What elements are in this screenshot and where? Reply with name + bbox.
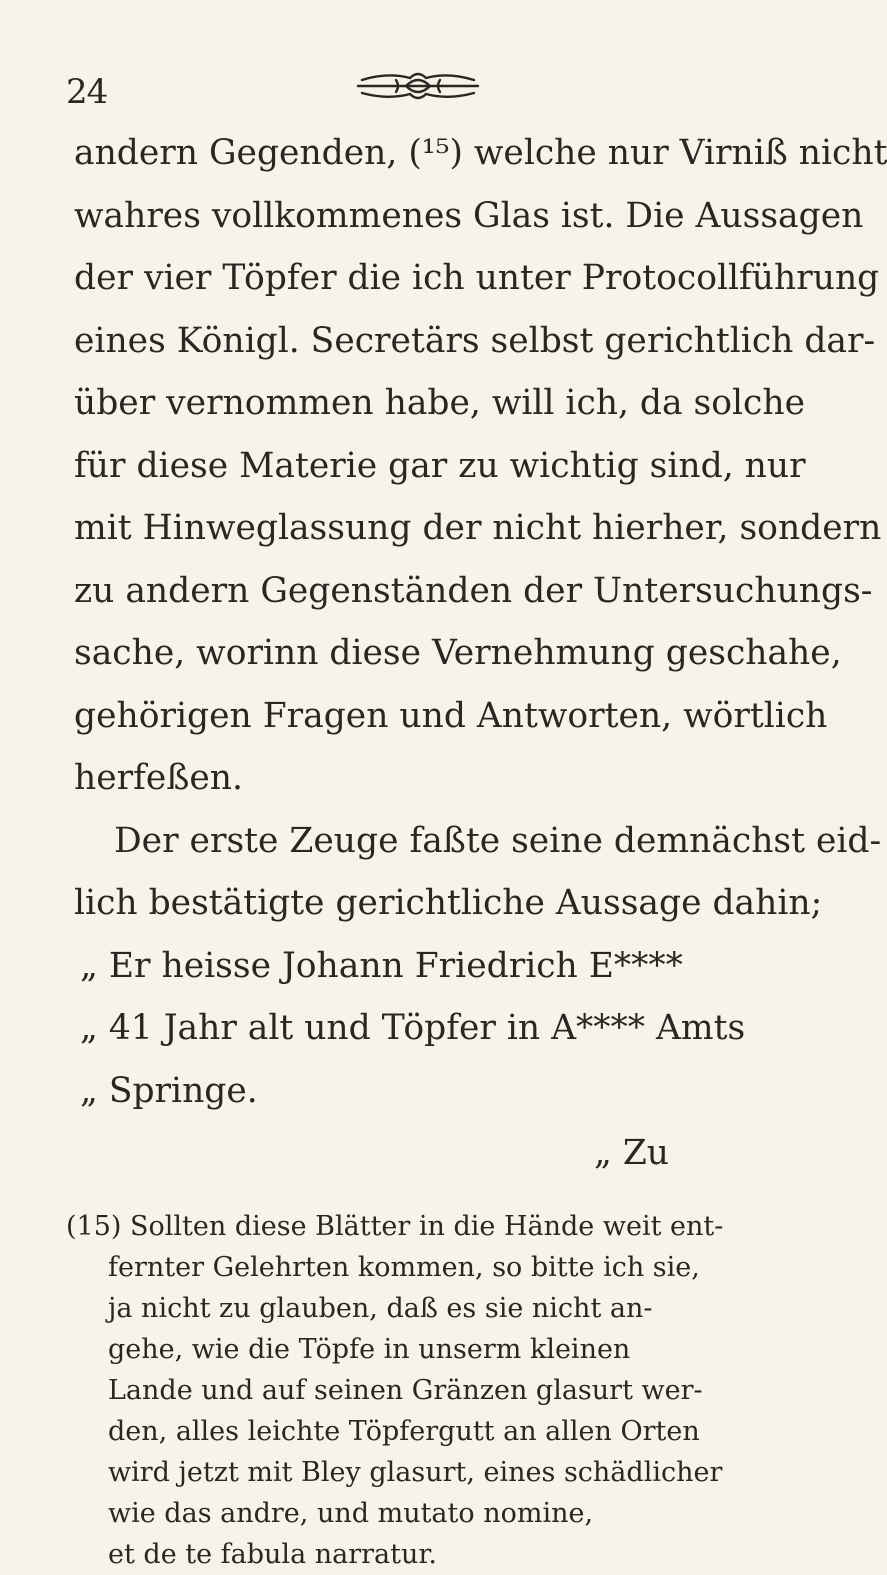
footnote-line: fernter Gelehrten kommen, so bitte ich sie, xyxy=(108,1252,700,1283)
text-line: herfeßen. xyxy=(74,758,243,798)
text-line: wahres vollkommenes Glas ist. Die Aussagen xyxy=(74,195,864,236)
quote-line: „ 41 Jahr alt und Töpfer in A**** Amts xyxy=(80,1008,746,1048)
quote-line: „ Springe. xyxy=(80,1070,258,1111)
catchword: „ Zu xyxy=(594,1133,670,1173)
footnote-line: den, alles leichte Töpfergutt an allen Orten xyxy=(108,1416,700,1447)
footnote-line: wie das andre, und mutato nomine, xyxy=(108,1498,594,1529)
text-line: sache, worinn diese Vernehmung geschahe, xyxy=(74,633,842,673)
footnote-line: Lande und auf seinen Gränzen glasurt wer- xyxy=(108,1375,703,1406)
text-line: für diese Materie gar zu wichtig sind, nur xyxy=(74,445,806,486)
header-ornament-icon xyxy=(348,66,488,106)
text-line: zu andern Gegenständen der Untersuchungs- xyxy=(74,570,873,611)
footnote-line: wird jetzt mit Bley glasurt, eines schädlicher xyxy=(108,1457,723,1488)
footnote-line: gehe, wie die Töpfe in unserm kleinen xyxy=(108,1334,631,1365)
page-number: 24 xyxy=(66,72,108,112)
footnote-line: (15) Sollten diese Blätter in die Hände weit ent- xyxy=(66,1211,724,1242)
text-line: mit Hinweglassung der nicht hierher, sondern xyxy=(74,508,882,548)
text-line: eines Königl. Secretärs selbst gerichtlich dar- xyxy=(74,320,876,361)
text-line: über vernommen habe, will ich, da solche xyxy=(74,383,806,423)
main-text xyxy=(74,122,887,1185)
text-line: lich bestätigte gerichtliche Aussage dahin; xyxy=(74,883,823,923)
footnote xyxy=(66,1206,766,1575)
footnote-line: et de te fabula narratur. xyxy=(108,1539,437,1570)
paragraph-start: Der erste Zeuge faßte seine demnächst eid- xyxy=(114,820,882,861)
text-line: andern Gegenden, (¹⁵) welche nur Virniß nicht xyxy=(74,133,887,173)
text-line: der vier Töpfer die ich unter Protocollführung xyxy=(74,258,880,298)
quote-line: „ Er heisse Johann Friedrich E**** xyxy=(80,945,683,986)
text-line: gehörigen Fragen und Antworten, wörtlich xyxy=(74,695,828,736)
footnote-line: ja nicht zu glauben, daß es sie nicht an- xyxy=(108,1293,653,1324)
